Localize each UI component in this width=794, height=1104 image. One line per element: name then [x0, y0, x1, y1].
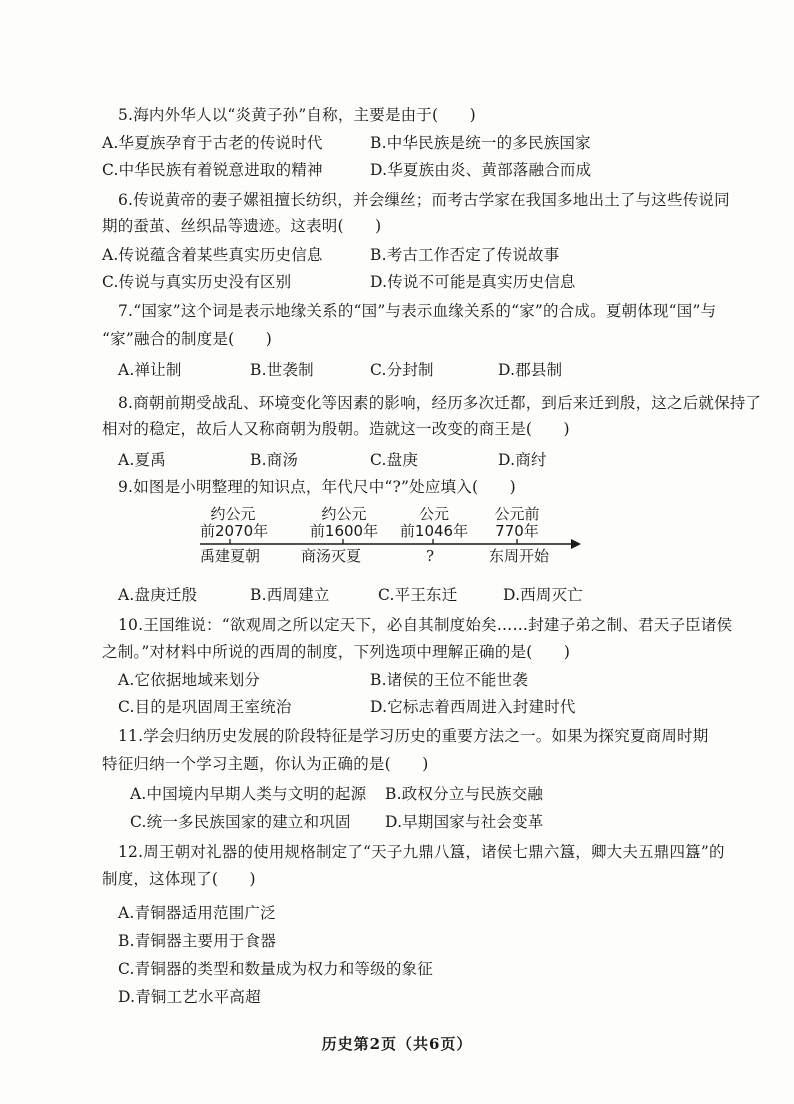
timeline-event-1: 禹建夏朝: [200, 547, 261, 565]
timeline-event-4: 东周开始: [489, 547, 550, 565]
question-8-option-d: D.商纣: [498, 451, 547, 469]
question-7-option-d: D.郡县制: [498, 361, 563, 379]
question-11-option-b: B.政权分立与民族交融: [385, 785, 544, 803]
question-5-stem: 5.海内外华人以“炎黄子孙”自称，主要是由于( ): [118, 106, 476, 124]
question-7-stem-line-2: “家”融合的制度是( ): [102, 330, 273, 348]
question-8-option-b: B.商汤: [250, 451, 299, 469]
question-7-option-c: C.分封制: [370, 361, 434, 379]
question-8-stem-line-2: 相对的稳定，故后人又称商朝为殷朝。造就这一改变的商王是( ): [102, 420, 570, 438]
question-7-option-b: B.世袭制: [250, 361, 314, 379]
question-9-stem: 9.如图是小明整理的知识点，年代尺中“?”处应填入( ): [118, 478, 516, 496]
question-8-option-a: A.夏禹: [118, 451, 166, 469]
question-11-option-c: C.统一多民族国家的建立和巩固: [130, 813, 351, 831]
question-12-option-d: D.青铜工艺水平高超: [118, 988, 261, 1006]
question-11-option-d: D.早期国家与社会变革: [385, 813, 544, 831]
timeline-date-3: [399, 506, 469, 540]
question-5-option-b: B.中华民族是统一的多民族国家: [370, 134, 591, 152]
question-7-option-a: A.禅让制: [118, 361, 182, 379]
question-8-option-c: C.盘庚: [370, 451, 419, 469]
timeline-date-2-line-2: 前1600年: [309, 522, 379, 540]
timeline-date-2: [309, 506, 379, 540]
question-12-option-b: B.青铜器主要用于食器: [118, 932, 277, 950]
question-10-option-b: B.诸侯的王位不能世袭: [370, 671, 529, 689]
question-5-option-d: D.华夏族由炎、黄部落融合而成: [370, 161, 592, 179]
question-5-option-c: C.中华民族有着锐意进取的精神: [102, 161, 323, 179]
timeline-date-4-line-1: 公元前: [494, 505, 540, 523]
question-10-stem-line-1: 10.王国维说：“欲观周之所以定天下，必自其制度始矣……封建子弟之制、君天子臣诸侯: [118, 616, 733, 634]
question-9-option-a: A.盘庚迁殷: [118, 586, 198, 604]
question-9-option-d: D.西周灭亡: [503, 586, 584, 604]
question-9-option-b: B.西周建立: [250, 586, 330, 604]
question-8-stem-line-1: 8.商朝前期受战乱、环境变化等因素的影响，经历多次迁都，到后来迁到殷，这之后就保持了: [118, 394, 762, 412]
question-6-stem-line-1: 6.传说黄帝的妻子嫘祖擅长纺织，并会缫丝；而考古学家在我国多地出土了与这些传说同: [118, 191, 730, 209]
timeline-date-3-line-1: 公元: [418, 505, 449, 523]
question-11-option-a: A.中国境内早期人类与文明的起源: [130, 785, 367, 803]
question-7-stem-line-1: 7.“国家”这个词是表示地缘关系的“国”与表示血缘关系的“家”的合成。夏朝体现“国”与: [118, 302, 717, 320]
timeline-date-4: [487, 506, 547, 540]
question-12-stem-line-2: 制度，这体现了( ): [102, 870, 256, 888]
timeline-date-1-line-1: 约公元: [210, 505, 256, 523]
question-6-option-b: B.考古工作否定了传说故事: [370, 246, 560, 264]
question-10-option-d: D.它标志着西周进入封建时代: [370, 698, 576, 716]
question-6-stem-line-2: 期的蚕茧、丝织品等遗迹。这表明( ): [102, 217, 382, 235]
question-10-option-c: C.目的是巩固周王室统治: [118, 698, 292, 716]
question-6-option-a: A.传说蕴含着某些真实历史信息: [102, 246, 323, 264]
timeline-date-2-line-1: 约公元: [321, 505, 367, 523]
timeline-event-3-unknown: ?: [426, 547, 435, 565]
question-12-stem-line-1: 12.周王朝对礼器的使用规格制定了“天子九鼎八簋，诸侯七鼎六簋，卿大夫五鼎四簋”的: [118, 843, 725, 861]
question-11-stem-line-1: 11.学会归纳历史发展的阶段特征是学习历史的重要方法之一。如果为探究夏商周时期: [118, 727, 709, 745]
timeline-date-3-line-2: 前1046年: [399, 522, 469, 540]
timeline-date-4-line-2: 770年: [495, 522, 539, 540]
question-9-option-c: C.平王东迁: [378, 586, 458, 604]
question-9-timeline: [195, 506, 585, 576]
question-12-option-c: C.青铜器的类型和数量成为权力和等级的象征: [118, 960, 433, 978]
question-5-option-a: A.华夏族孕育于古老的传说时代: [102, 134, 323, 152]
page-footer: 历史第2页（共6页）: [321, 1035, 473, 1053]
question-11-stem-line-2: 特征归纳一个学习主题，你认为正确的是( ): [102, 755, 429, 773]
question-10-stem-line-2: 之制。”对材料中所说的西周的制度，下列选项中理解正确的是( ): [102, 643, 571, 661]
timeline-date-1: [200, 505, 269, 540]
question-6-option-d: D.传说不可能是真实历史信息: [370, 273, 576, 291]
timeline-date-1-line-2: 前2070年: [200, 522, 269, 540]
question-6-option-c: C.传说与真实历史没有区别: [102, 273, 292, 291]
question-10-option-a: A.它依据地域来划分: [118, 671, 261, 689]
question-12-option-a: A.青铜器适用范围广泛: [118, 904, 276, 922]
timeline-event-2: 商汤灭夏: [301, 547, 362, 565]
